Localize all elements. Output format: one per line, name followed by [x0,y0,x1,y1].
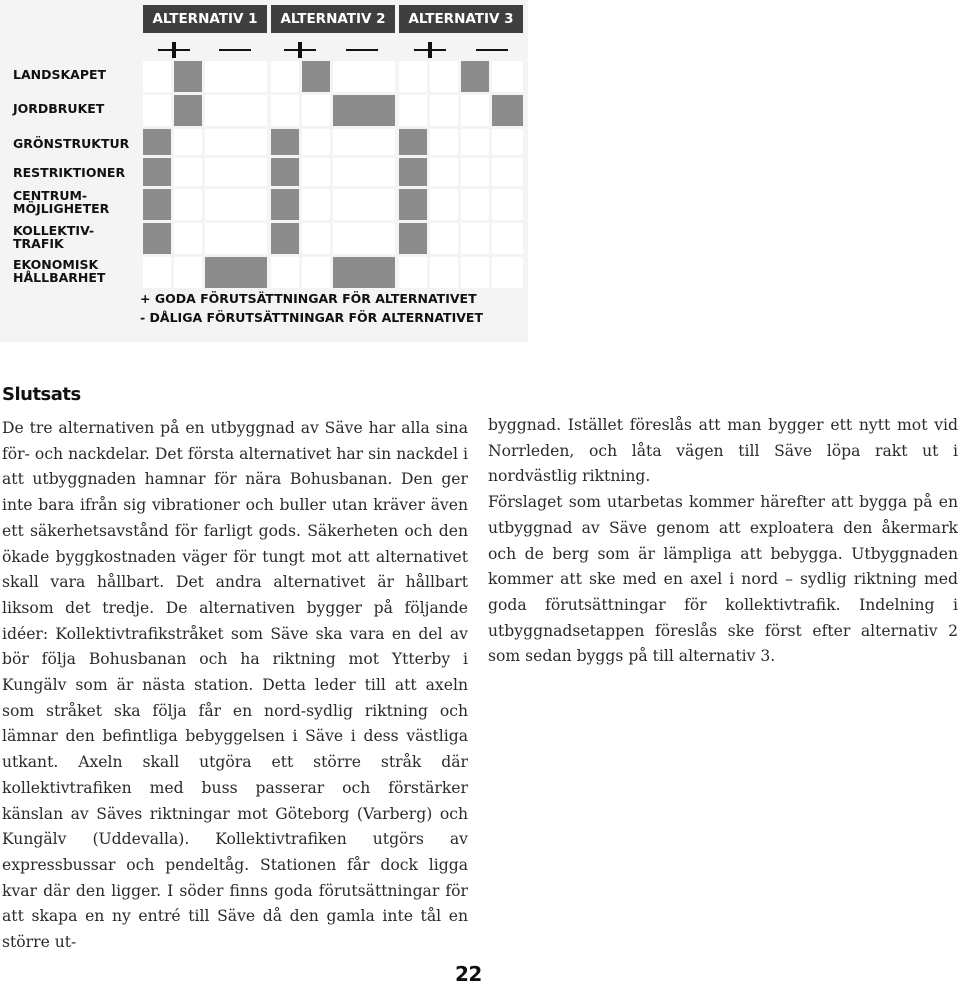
plus-sign-icon [158,40,190,60]
matrix-cell-good [271,158,299,186]
text-column-left [2,416,468,956]
matrix-cell-good [143,223,171,254]
matrix-cell [399,95,427,126]
matrix-cell-good [143,129,171,155]
matrix-cell-good [271,189,299,220]
row-label-jordbruket: JORDBRUKET [13,101,105,116]
matrix-cell [492,257,523,288]
matrix-cell [302,129,330,155]
legend-plus: + GODA FÖRUTSÄTTNINGAR FÖR ALTERNATIVET [140,291,477,306]
row-label-ekonomisk-hallbarhet: EKONOMISK HÅLLBARHET [13,257,106,285]
legend-minus: - DÅLIGA FÖRUTSÄTTNINGAR FÖR ALTERNATIVET [140,310,483,325]
minus-sign-icon [476,40,508,60]
matrix-cell [492,61,523,92]
matrix-cell [333,189,395,220]
matrix-cell-good [399,223,427,254]
matrix-cell [271,257,299,288]
minus-sign-icon [219,40,251,60]
row-label-kollektivtrafik: KOLLEKTIV- TRAFIK [13,223,95,251]
matrix-cell [461,257,489,288]
matrix-cell [333,129,395,155]
matrix-cell [143,95,171,126]
matrix-cell [174,189,202,220]
matrix-cell [492,129,523,155]
matrix-cell-good [492,95,523,126]
matrix-cell [430,257,458,288]
matrix-cell [205,129,267,155]
column-header-alternativ-3: ALTERNATIV 3 [399,5,523,33]
paragraph: De tre alternativen på en utbyggnad av Säve har alla sina för- och nackdelar. Det första alternativet har sin nackdel i att utbyggnaden hamnar för nära Bohusbanan. Den ger inte bara ifrån sig vibrationer och buller utan kräver även ett säkerhetsavstånd för farligt gods. Säkerheten och den ökade byggkostnaden väger för tungt mot att alternativet skall vara hållbart. Det andra alternativet är hållbart liksom det tredje. De alternativen bygger på följande idéer: Kollektivtrafikstråket som Säve ska vara en del av bör följa Bohusbanan och ha riktning mot Ytterby i Kungälv som är nästa station. Detta leder till att axeln som stråket ska följa får en nord-sydlig riktning och lämnar den befintliga bebyggelsen i Säve i dess västliga utkant. Axeln skall utgöra ett större stråk där kollektivtrafiken med buss passerar och förstärker känslan av Säves riktningar mot Göteborg (Varberg) och Kungälv (Uddevalla). Kollektivtrafiken utgörs av expressbussar och pendeltåg. Stationen får dock ligga kvar där den ligger. I söder finns goda förutsättningar för att skapa en ny entré till Säve då den gamla inte tål en större ut- [2,419,468,952]
matrix-cell-good [399,189,427,220]
page-number: 22 [455,962,482,986]
matrix-cell-good [333,257,395,288]
matrix-cell [399,257,427,288]
matrix-cell [205,158,267,186]
matrix-cell [333,61,395,92]
matrix-cell [461,95,489,126]
matrix-cell-good [143,158,171,186]
matrix-cell [143,257,171,288]
matrix-cell-good [174,95,202,126]
matrix-cell [492,223,523,254]
matrix-cell [430,223,458,254]
paragraph: Förslaget som utarbetas kommer härefter att bygga på en utbyggnad av Säve genom att exploatera den åkermark och de berg som är lämpliga att bebygga. Utbyggnaden kommer att ske med en axel i nord – sydlig riktning med goda förutsättningar för kollektivtrafik. Indelning i utbyggnadsetappen föreslås ske först efter alternativ 2 som sedan byggs på till alternativ 3. [488,493,958,666]
matrix-cell [205,61,267,92]
matrix-cell [430,129,458,155]
matrix-cell [461,189,489,220]
plus-sign-icon [284,40,316,60]
matrix-cell-good [271,129,299,155]
matrix-cell-good [271,223,299,254]
section-heading: Slutsats [2,384,81,405]
plus-sign-icon [414,40,446,60]
row-label-gronstruktur: GRÖNSTRUKTUR [13,136,130,151]
matrix-cell [205,189,267,220]
column-header-alternativ-2: ALTERNATIV 2 [271,5,395,33]
matrix-cell [205,223,267,254]
matrix-cell [333,223,395,254]
matrix-cell-good [333,95,395,126]
column-header-alternativ-1: ALTERNATIV 1 [143,5,267,33]
matrix-cell [430,61,458,92]
matrix-cell-good [399,129,427,155]
minus-sign-icon [346,40,378,60]
evaluation-matrix [0,0,528,342]
matrix-cell-good [461,61,489,92]
matrix-cell-good [143,189,171,220]
matrix-cell-good [302,61,330,92]
matrix-cell [461,129,489,155]
matrix-cell [174,257,202,288]
matrix-cell [461,158,489,186]
matrix-cell [492,158,523,186]
paragraph: byggnad. Istället föreslås att man bygger ett nytt mot vid Norrleden, och låta vägen till Säve löpa rakt ut i nordvästlig riktning. [488,416,958,486]
matrix-cell [302,95,330,126]
matrix-cell [302,158,330,186]
matrix-cell-good [399,158,427,186]
row-label-restriktioner: RESTRIKTIONER [13,165,126,180]
text-column-right [488,413,958,670]
matrix-cell [205,95,267,126]
matrix-cell [174,129,202,155]
matrix-cell [174,223,202,254]
matrix-cell [430,189,458,220]
row-label-landskapet: LANDSKAPET [13,67,107,82]
matrix-cell [430,158,458,186]
matrix-cell [302,189,330,220]
matrix-cell [461,223,489,254]
matrix-cell [333,158,395,186]
matrix-cell [271,61,299,92]
matrix-cell [174,158,202,186]
matrix-cell [492,189,523,220]
matrix-cell [302,257,330,288]
matrix-cell [143,61,171,92]
matrix-cell [430,95,458,126]
matrix-cell [271,95,299,126]
matrix-cell [399,61,427,92]
row-label-centrum-mojligheter: CENTRUM- MÖJLIGHETER [13,188,110,216]
matrix-cell [302,223,330,254]
matrix-cell-good [205,257,267,288]
matrix-cell-good [174,61,202,92]
